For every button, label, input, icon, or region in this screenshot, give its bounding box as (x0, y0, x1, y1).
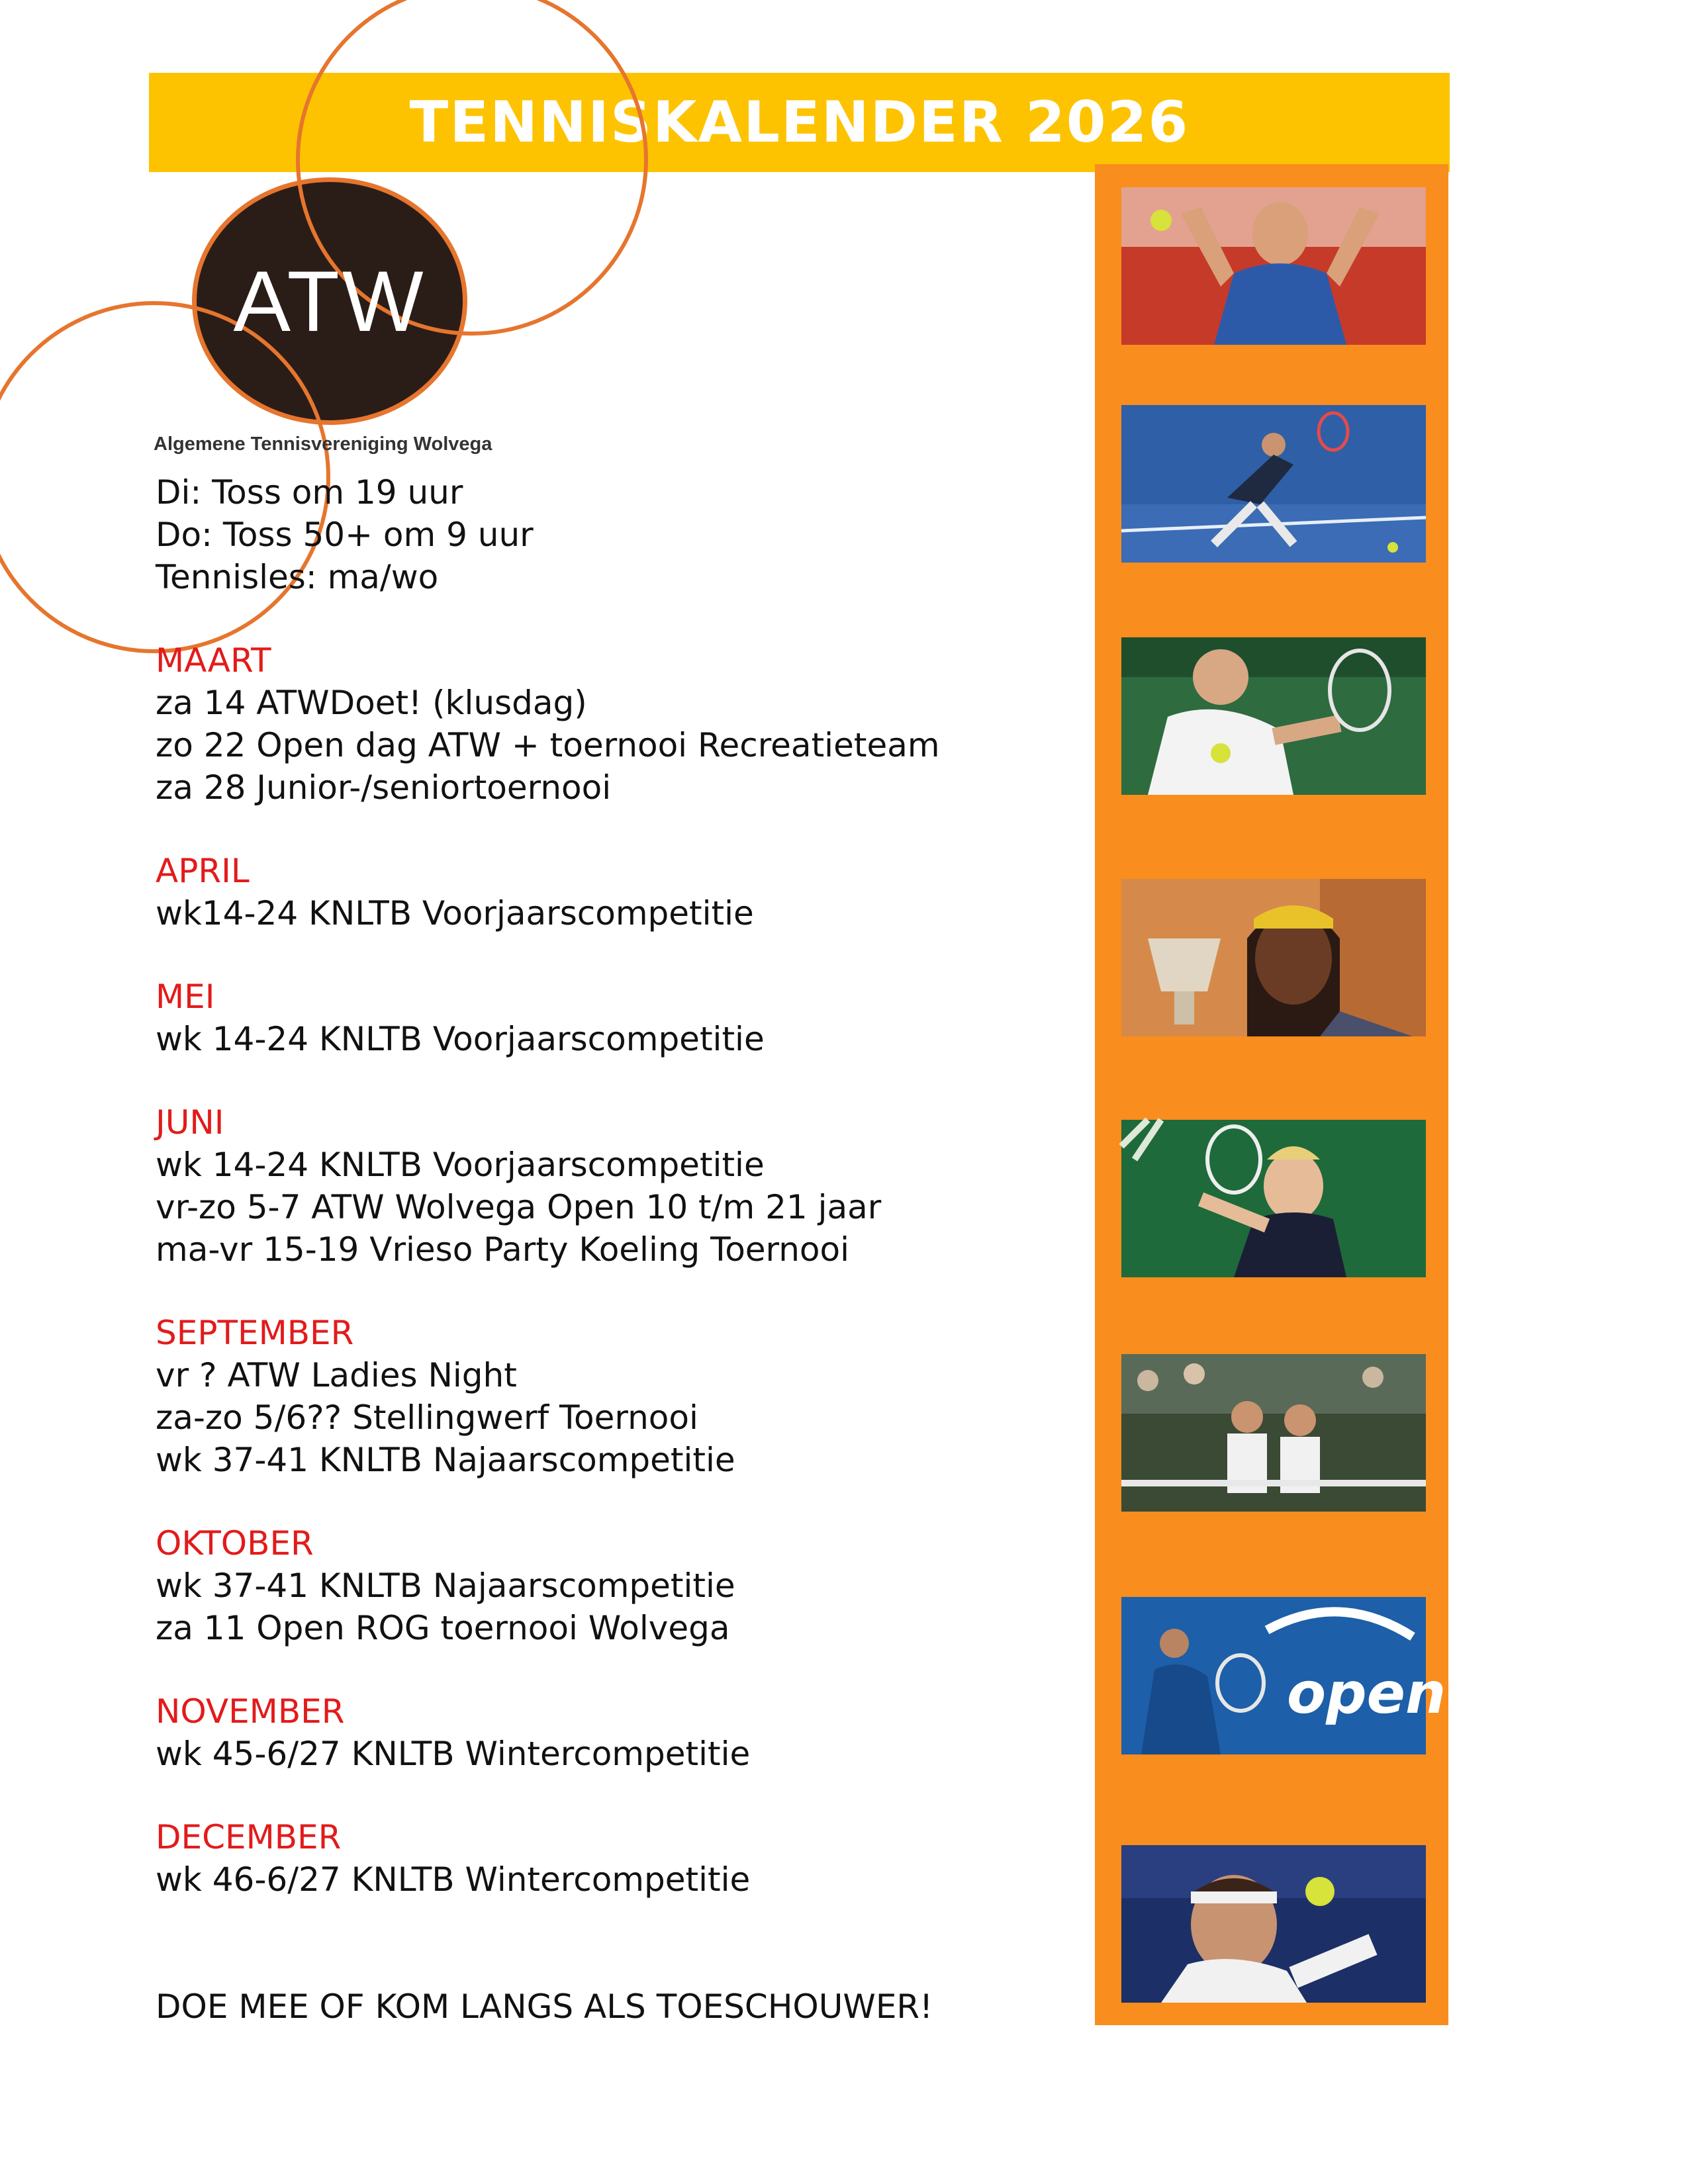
event-line: wk 46-6/27 KNLTB Wintercompetitie (156, 1860, 751, 1899)
tennis-photo (1121, 187, 1426, 345)
month-mei (156, 976, 1049, 1060)
schedule-line: Do: Toss 50+ om 9 uur (156, 516, 534, 554)
month-heading: MAART (156, 641, 271, 680)
tennis-photo (1121, 879, 1426, 1036)
event-line: vr ? ATW Ladies Night (156, 1356, 517, 1394)
page-title: TENNISKALENDER 2026 (409, 89, 1190, 156)
event-line: wk 14-24 KNLTB Voorjaarscompetitie (156, 1020, 765, 1058)
schedule-line: Tennisles: ma/wo (156, 558, 439, 596)
photo-strip (1095, 164, 1448, 2025)
tennis-photo (1121, 1120, 1426, 1277)
event-line: zo 22 Open dag ATW + toernooi Recreatieteam (156, 726, 940, 764)
tennis-photo (1121, 1845, 1426, 2003)
event-line: za 14 ATWDoet! (klusdag) (156, 684, 587, 722)
event-line: wk 14-24 KNLTB Voorjaarscompetitie (156, 1146, 765, 1184)
logo-text: ATW (233, 253, 426, 349)
month-heading: MEI (156, 978, 215, 1016)
month-december (156, 1816, 1049, 1901)
month-heading: APRIL (156, 852, 250, 890)
month-heading: SEPTEMBER (156, 1314, 354, 1352)
month-heading: JUNI (156, 1103, 224, 1142)
month-juni (156, 1101, 1049, 1271)
event-line: za 28 Junior-/seniortoernooi (156, 768, 612, 807)
event-line: wk 37-41 KNLTB Najaarscompetitie (156, 1441, 735, 1479)
tennis-photo (1121, 405, 1426, 563)
month-april (156, 850, 1049, 934)
tennis-photo (1121, 1597, 1446, 1754)
month-maart (156, 639, 1049, 809)
tennis-photo (1121, 637, 1426, 795)
month-heading: OKTOBER (156, 1524, 314, 1563)
month-heading: NOVEMBER (156, 1692, 345, 1731)
month-heading: DECEMBER (156, 1818, 342, 1856)
atw-logo (192, 177, 467, 422)
schedule-line: Di: Toss om 19 uur (156, 473, 463, 512)
month-november (156, 1690, 1049, 1775)
event-line: za-zo 5/6?? Stellingwerf Toernooi (156, 1398, 698, 1437)
open-logo-text: open (1287, 1661, 1446, 1727)
club-name: Algemene Tennisvereniging Wolvega (154, 433, 492, 455)
event-line: wk 37-41 KNLTB Najaarscompetitie (156, 1567, 735, 1605)
month-oktober (156, 1522, 1049, 1649)
event-line: vr-zo 5-7 ATW Wolvega Open 10 t/m 21 jaar (156, 1188, 882, 1226)
event-line: wk14-24 KNLTB Voorjaarscompetitie (156, 894, 754, 933)
month-september (156, 1312, 1049, 1481)
event-line: za 11 Open ROG toernooi Wolvega (156, 1609, 730, 1647)
tennis-photo (1121, 1354, 1426, 1512)
event-line: ma-vr 15-19 Vrieso Party Koeling Toernooi (156, 1230, 849, 1269)
footer-callout: DOE MEE OF KOM LANGS ALS TOESCHOUWER! (156, 1987, 933, 2026)
event-line: wk 45-6/27 KNLTB Wintercompetitie (156, 1735, 751, 1773)
weekly-schedule (156, 471, 1049, 598)
calendar-content (156, 471, 1049, 2028)
